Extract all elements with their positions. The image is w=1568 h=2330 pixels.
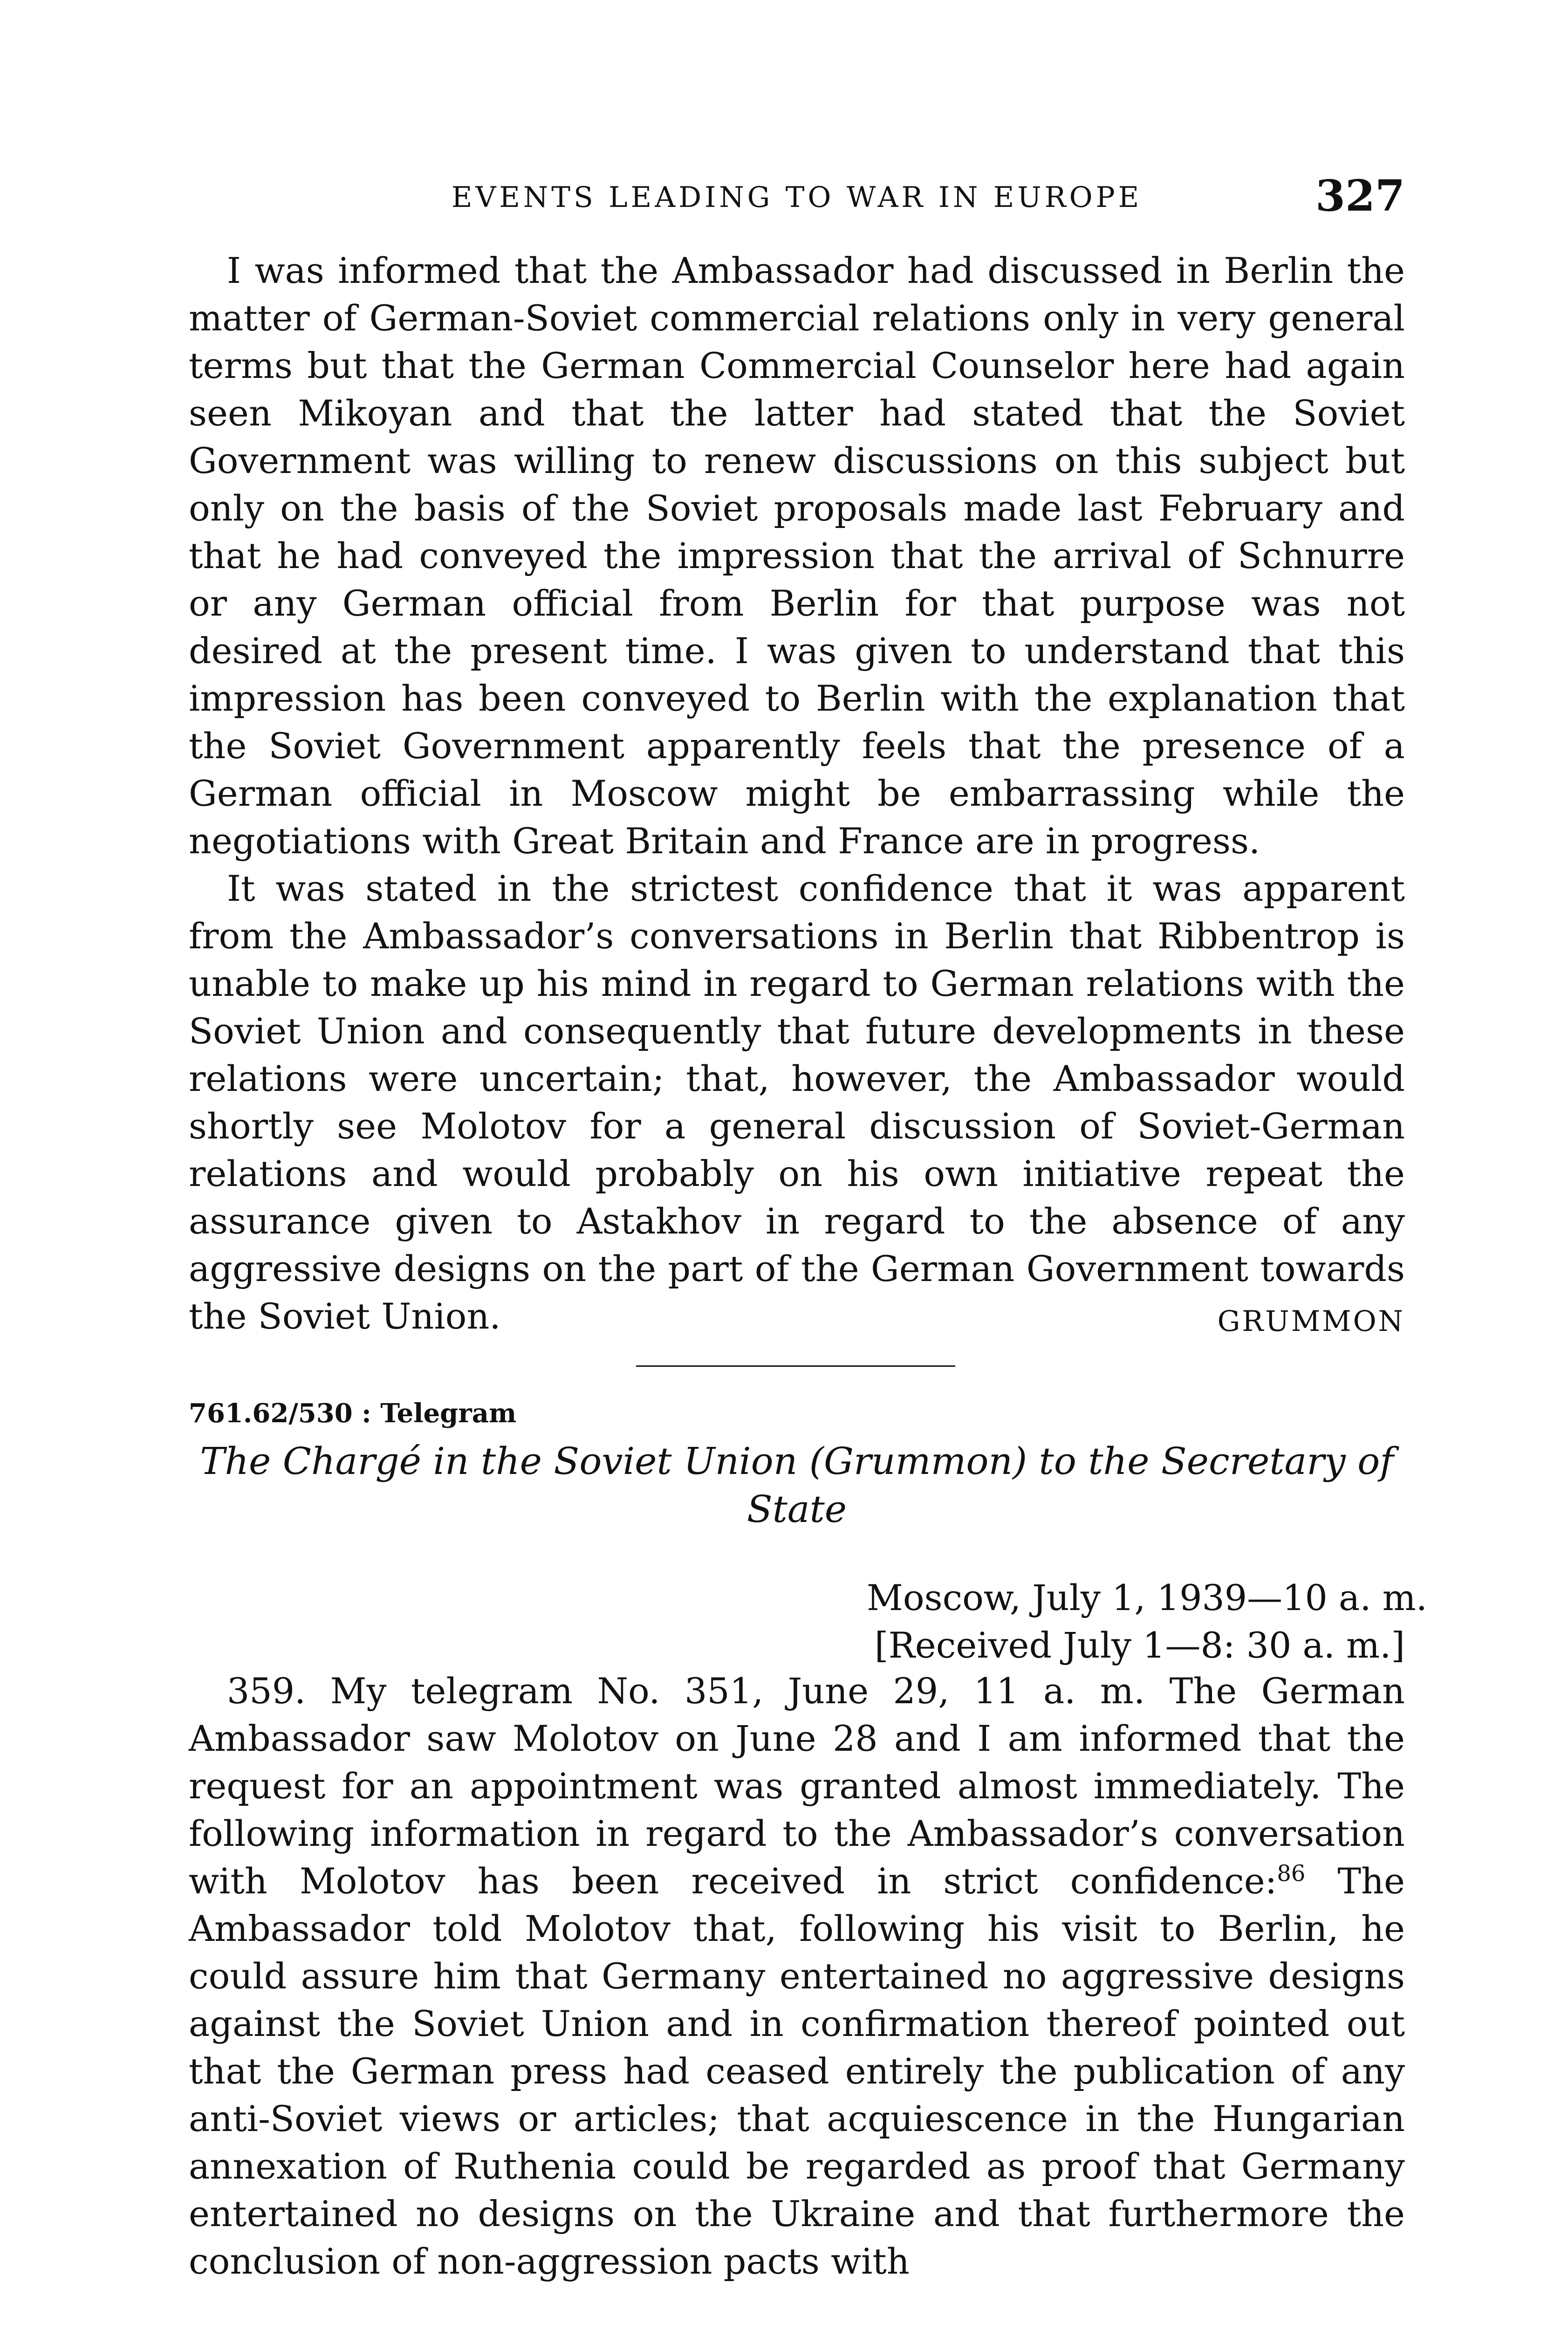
body-text-top (189, 247, 1405, 1340)
footnote-reference: 86 (1277, 1860, 1306, 1887)
signature: GRUMMON (1217, 1305, 1405, 1338)
paragraph-3-start: 359. My telegram No. 351, June 29, 11 a. m. The German Ambassador saw Molotov on June 28 and I am informed that the request for an appointment was granted almost immediately. The following information in regard to the Ambassador’s conversation with Molotov has been received in strict confidence: (189, 1670, 1405, 1902)
paragraph-2: It was stated in the strictest confidence that it was apparent from the Ambassador’s conversations in Berlin that Ribbentrop is unable to make up his mind in regard to German relations with the Soviet Union and consequently that future developments in these relations were uncertain; that, however, the Ambassador would shortly see Molotov for a general discussion of Soviet-German relations and would probably on his own initiative repeat the assurance given to Astakhov in regard to the absence of any aggressive designs on the part of the German Government towards the Soviet Union. (189, 868, 1405, 1337)
paragraph-1: I was informed that the Ambassador had discussed in Berlin the matter of German-Soviet commercial relations only in very general terms but that the German Commercial Counselor here had again seen Mikoyan and that the latter had stated that the Soviet Government was willing to renew discussions on this subject but only on the basis of the Soviet proposals made last February and that he had conveyed the impression that the arrival of Schnurre or any German official from Berlin for that purpose was not desired at the present time. I was given to understand that this impression has been conveyed to Berlin with the explanation that the Soviet Government apparently feels that the presence of a German official in Moscow might be embarrassing while the negotiations with Great Britain and France are in progress. (189, 250, 1405, 862)
running-head: EVENTS LEADING TO WAR IN EUROPE (451, 181, 1143, 214)
section-divider (636, 1365, 955, 1367)
body-text-bottom (189, 1667, 1405, 2285)
paragraph-3-end: The Ambassador told Molotov that, following his visit to Berlin, he could assure him that Germany entertained no aggressive designs against the Soviet Union and in confirmation thereof pointed out that the German press had ceased entirely the publication of any anti-Soviet views or articles; that acquiescence in the Hungarian annexation of Ruthenia could be regarded as proof that Germany entertained no designs on the Ukraine and that furthermore the conclusion of non-aggression pacts with (189, 1860, 1405, 2282)
telegram-dateline (867, 1574, 1427, 1669)
paragraph-3 (189, 1667, 1405, 2285)
document-tag: 761.62/530 : Telegram (189, 1398, 517, 1429)
page-header (189, 172, 1405, 224)
received-line: [Received July 1—8: 30 a. m.] (874, 1624, 1405, 1666)
page-number: 327 (1315, 171, 1405, 221)
document-title: The Chargé in the Soviet Union (Grummon) to the Secretary of State (200, 1439, 1394, 1531)
dateline: Moscow, July 1, 1939—10 a. m. (867, 1577, 1427, 1618)
